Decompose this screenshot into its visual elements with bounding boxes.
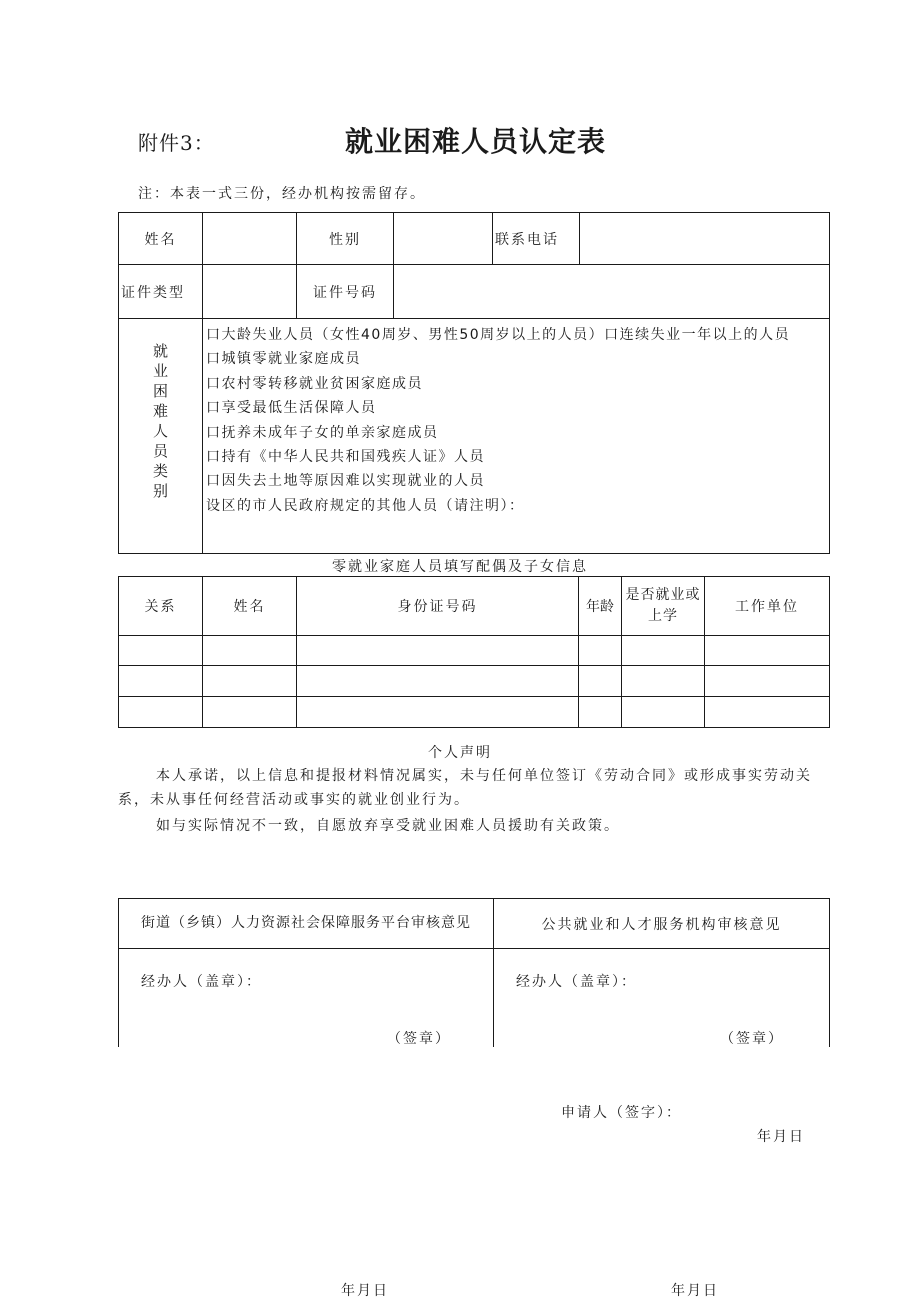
id-type-label: 证件类型 (119, 265, 203, 319)
option-single-parent[interactable]: 口抚养未成年子女的单亲家庭成员 (206, 424, 439, 441)
option-lost-land[interactable]: 口因失去土地等原因难以实现就业的人员 (206, 473, 485, 490)
phone-label: 联系电话 (493, 213, 580, 265)
family-table (118, 576, 830, 728)
street-review-body[interactable] (119, 949, 494, 1048)
col-name: 姓名 (203, 577, 297, 636)
name-label: 姓名 (119, 213, 203, 265)
street-handler-label: 经办人（盖章）： (141, 974, 262, 990)
public-review-body[interactable] (494, 949, 830, 1048)
form-title: 就业困难人员认定表 (345, 125, 607, 158)
col-employed: 是否就业或上学 (622, 577, 705, 636)
option-rural-poor-family[interactable]: 口农村零转移就业贫困家庭成员 (206, 375, 423, 392)
public-handler-label: 经办人（盖章）： (516, 974, 637, 990)
col-relation: 关系 (119, 577, 203, 636)
street-sign-label: （签章） (387, 1031, 451, 1047)
public-review-date: 年月日 (671, 1283, 719, 1299)
id-type-field[interactable] (203, 265, 297, 319)
option-minimum-living[interactable]: 口享受最低生活保障人员 (206, 400, 377, 417)
id-number-field[interactable] (394, 265, 830, 319)
col-workplace: 工作单位 (705, 577, 830, 636)
declaration-paragraph-2: 如与实际情况不一致，自愿放弃享受就业困难人员援助有关政策。 (156, 818, 620, 834)
gender-label: 性别 (297, 213, 394, 265)
table-row (119, 697, 830, 728)
declaration-title: 个人声明 (428, 745, 492, 761)
basic-info-table (118, 212, 830, 554)
name-field[interactable] (203, 213, 297, 265)
category-options (203, 319, 830, 554)
table-row (119, 666, 830, 697)
category-label: 就业困难人员类别 (152, 342, 168, 500)
attachment-label: 附件3： (138, 131, 215, 155)
street-review-date: 年月日 (341, 1283, 389, 1299)
declaration-paragraph-1: 本人承诺，以上信息和提报材料情况属实，未与任何单位签订《劳动合同》或形成事实劳动关系，未从事任何经营活动或事实的就业创业行为。 (118, 768, 812, 808)
gender-field[interactable] (394, 213, 493, 265)
col-age: 年龄 (579, 577, 622, 636)
applicant-date: 年月日 (757, 1129, 805, 1145)
phone-field[interactable] (580, 213, 830, 265)
public-review-header: 公共就业和人才服务机构审核意见 (494, 899, 830, 949)
public-sign-label: （签章） (720, 1031, 784, 1047)
option-other-city[interactable]: 设区的市人民政府规定的其他人员（请注明）： (206, 497, 525, 514)
option-older-unemployed[interactable]: 口大龄失业人员（女性40周岁、男性50周岁以上的人员）口连续失业一年以上的人员 (206, 327, 791, 343)
street-review-header: 街道（乡镇）人力资源社会保障服务平台审核意见 (119, 899, 494, 949)
review-table (118, 898, 830, 1047)
table-row (119, 636, 830, 666)
option-disability-cert[interactable]: 口持有《中华人民共和国残疾人证》人员 (206, 449, 485, 466)
col-id-number: 身份证号码 (297, 577, 579, 636)
option-zero-employment-urban[interactable]: 口城镇零就业家庭成员 (206, 351, 361, 368)
applicant-signature-label: 申请人（签字）： (561, 1105, 682, 1121)
category-label-cell (119, 319, 203, 554)
id-number-label: 证件号码 (297, 265, 394, 319)
family-caption: 零就业家庭人员填写配偶及子女信息 (332, 559, 588, 575)
form-note: 注：本表一式三份，经办机构按需留存。 (138, 186, 426, 202)
